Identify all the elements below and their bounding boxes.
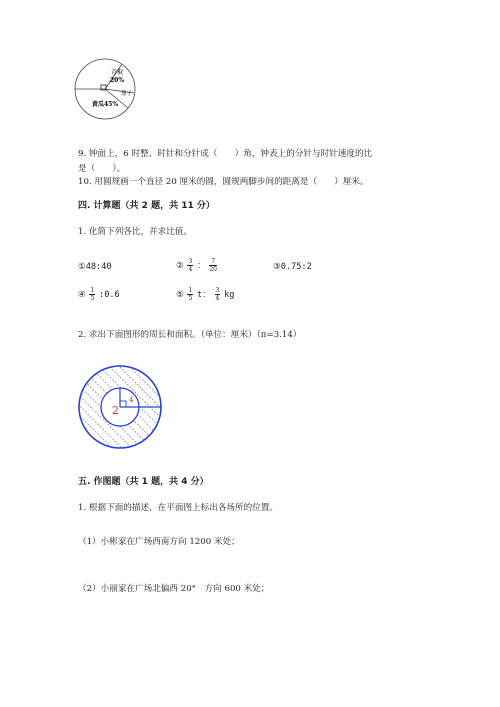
item-1: ①48:40 — [78, 262, 112, 272]
item-4-number: ④ — [78, 290, 86, 300]
section5-sub1: （1）小彬家在广场西南方向 1200 米处； — [78, 537, 240, 547]
item-5: ⑤ $\frac{1}{5}$ t： $\frac{3}{4}$ kg — [176, 287, 235, 302]
section4-title: 四. 计算题（共 2 题，共 11 分） — [78, 201, 215, 211]
item-3: ③0.75:2 — [273, 262, 312, 272]
pie-label-qiezi: 茄子 — [121, 91, 133, 97]
section5-q1-prompt: 1. 根据下面的描述，在平面图上标出各场所的位置。 — [78, 503, 278, 513]
pie-label-qingjiao: 青椒 — [111, 69, 124, 76]
label-2: 2 — [112, 404, 119, 417]
ring-figure — [75, 362, 165, 452]
pie-label-huanggua: 黄瓜45% — [92, 101, 119, 108]
q9-line1: 9. 钟面上，6 时整，时针和分针成（ ）角，钟表上的分针与时针速度的比 — [78, 149, 373, 159]
item-2: ② $\frac{3}{4}$ ： $\frac{7}{20}$ — [176, 258, 217, 273]
fraction: $\frac{7}{20}$ — [209, 258, 217, 273]
fraction: $\frac{3}{4}$ — [215, 287, 220, 302]
pie-chart-figure — [70, 55, 140, 125]
q10-line1: 10. 用圆规画一个直径 20 厘米的圆，圆规两脚步间的距离是（ ）厘米。 — [78, 177, 369, 187]
item-5-number: ⑤ — [176, 290, 184, 300]
section4-q2-prompt: 2. 求出下面图形的周长和面积。（单位：厘米）（π=3.14） — [78, 330, 302, 340]
q9-line2: 是（ ）。 — [78, 164, 126, 174]
section5-title: 五. 作图题（共 1 题，共 4 分） — [78, 477, 209, 487]
item-2-number: ② — [176, 261, 184, 271]
pie-label-20pct: 20% — [110, 77, 125, 84]
fraction: $\frac{1}{5}$ — [188, 287, 193, 302]
item-4: ④ $\frac{1}{5}$ :0.6 — [78, 287, 120, 302]
section4-q1-prompt: 1. 化简下列各比，并求比值。 — [78, 227, 193, 237]
label-4: 4 — [129, 396, 134, 404]
fraction: $\frac{1}{5}$ — [90, 287, 95, 302]
section5-sub2: （2）小丽家在广场北偏西 20° 方向 600 米处； — [78, 584, 270, 594]
fraction: $\frac{3}{4}$ — [188, 258, 193, 273]
